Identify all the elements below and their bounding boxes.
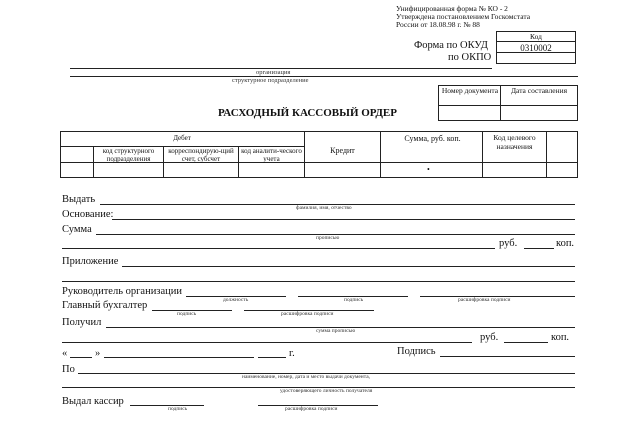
kassir-signature-field[interactable]: [130, 405, 204, 406]
department-caption: структурное подразделение: [232, 77, 309, 84]
table-vline-7: [546, 131, 547, 178]
po-label: По: [62, 364, 75, 375]
document-title: РАСХОДНЫЙ КАССОВЫЙ ОРДЕР: [218, 107, 397, 119]
rub-label-1: руб.: [499, 238, 518, 249]
kop-field-1[interactable]: [524, 248, 554, 249]
form-line-2: Утверждена постановлением Госкомстата: [396, 12, 531, 21]
podpis-label: Подпись: [397, 346, 436, 357]
day-field[interactable]: [70, 357, 92, 358]
col-credit: Кредит: [330, 146, 355, 155]
podpis-caption-3: подпись: [168, 406, 188, 412]
vydal-kassir-label: Выдал кассир: [62, 396, 124, 407]
doc-caption: наименование, номер, дата и место выдачи документа,: [242, 374, 371, 380]
date-label: Дата составления: [510, 86, 568, 95]
number-label: Номер документа: [441, 86, 499, 95]
podpis-caption-1: подпись: [344, 297, 364, 303]
quote-open: «: [62, 348, 68, 359]
summa-field-2[interactable]: [62, 248, 495, 249]
rasshifrovka-caption-1: расшифровка подписи: [458, 297, 511, 303]
year-field[interactable]: [258, 357, 286, 358]
kop-field-2[interactable]: [504, 342, 548, 343]
fio-caption: фамилия, имя, отчество: [296, 205, 352, 211]
kop-label-2: коп.: [551, 332, 570, 343]
okpo-label: по ОКПО: [448, 52, 492, 63]
debet-header: Дебет: [173, 134, 191, 142]
vydat-label: Выдать: [62, 194, 96, 205]
cell-purpose[interactable]: [483, 163, 545, 177]
rasshifrovka-caption-3: расшифровка подписи: [285, 406, 338, 412]
month-field[interactable]: [104, 357, 254, 358]
table-mark: •: [427, 165, 430, 174]
docnum-divider: [500, 85, 501, 121]
cell-analytic-code[interactable]: [239, 163, 303, 177]
form-line-3: России от 18.08.98 г. № 88: [396, 20, 480, 29]
department-line[interactable]: [70, 76, 578, 77]
okud-label: Форма по ОКУД: [414, 40, 488, 51]
col-dept-code: код структурного подразделения: [102, 147, 155, 163]
col-sum: Сумма, руб. коп.: [404, 134, 461, 143]
propisyu-caption: прописью: [316, 235, 340, 241]
col-corr-account: корреспондирую-щий счет, субсчет: [168, 147, 234, 163]
osnovanie-label: Основание:: [62, 209, 114, 220]
col-purpose: Код целевого назначения: [493, 133, 536, 151]
dolzhnost-caption: должность: [223, 297, 249, 303]
quote-close: »: [95, 348, 101, 359]
glavbuh-label: Главный бухгалтер: [62, 300, 148, 311]
rukovoditel-label: Руководитель организации: [62, 286, 182, 297]
okpo-cell[interactable]: [496, 52, 576, 64]
podpis-caption-2: подпись: [177, 311, 197, 317]
form-line-1: Унифицированная форма № КО - 2: [396, 4, 508, 13]
poluchil-field-2[interactable]: [62, 342, 472, 343]
prilozhenie-label: Приложение: [62, 256, 119, 267]
organization-caption: организация: [256, 69, 291, 76]
cell-debet-blank[interactable]: [61, 163, 92, 177]
doc-caption-2: удостоверяющего личность получателя: [280, 388, 373, 394]
cell-credit[interactable]: [305, 163, 379, 177]
prilozhenie-field-1[interactable]: [122, 266, 575, 267]
okud-value: 0310002: [520, 43, 552, 53]
date-value-cell[interactable]: [502, 106, 576, 120]
podpis-field[interactable]: [440, 356, 575, 357]
osnovanie-field[interactable]: [112, 219, 575, 220]
prilozhenie-field-2[interactable]: [62, 281, 575, 282]
number-value-cell[interactable]: [440, 106, 500, 120]
cell-corr-account[interactable]: [164, 163, 237, 177]
poluchil-label: Получил: [62, 317, 102, 328]
kop-label-1: коп.: [556, 238, 575, 249]
code-label: Код: [530, 32, 542, 41]
rub-label-2: руб.: [480, 332, 499, 343]
col-analytic-code: код аналити-ческого учета: [241, 147, 302, 163]
cell-dept-code[interactable]: [94, 163, 162, 177]
summa-label: Сумма: [62, 224, 92, 235]
summa-propisyu-caption: сумма прописью: [316, 328, 356, 334]
year-suffix: г.: [289, 348, 295, 359]
cell-sum[interactable]: [381, 163, 481, 177]
rasshifrovka-caption-2: расшифровка подписи: [281, 311, 334, 317]
